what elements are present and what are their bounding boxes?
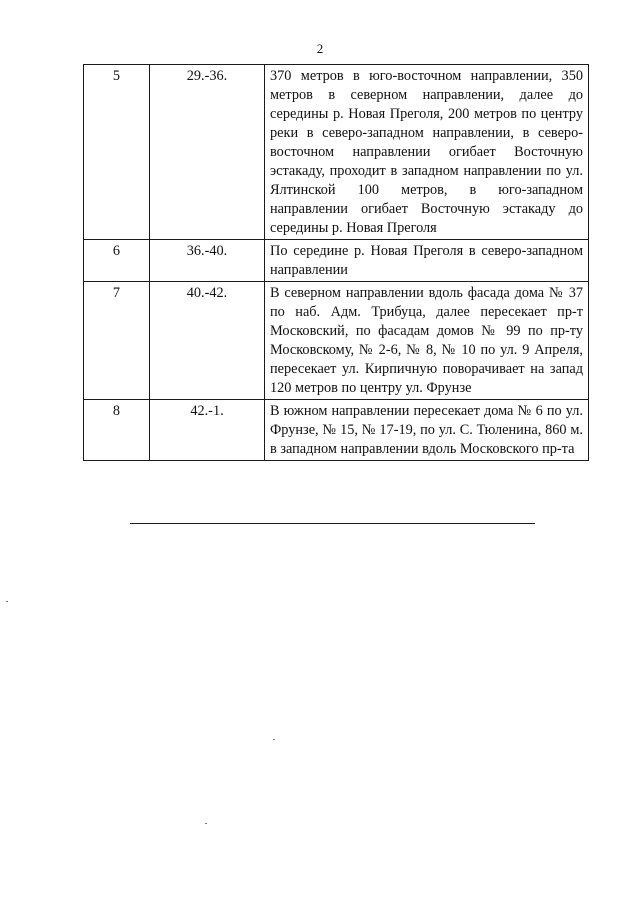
scan-speck — [273, 739, 275, 740]
row-points: 42.-1. — [150, 400, 265, 461]
scan-speck — [6, 601, 8, 602]
page-number: 2 — [316, 41, 324, 56]
table-row — [84, 400, 589, 461]
row-description: В северном направлении вдоль фасада дома № 37 по наб. Адм. Трибуца, далее пересекает пр-т Московский, по фасадам домов № 99 по пр-ту Московскому, № 2-6, № 8, № 10 по ул. 9 Апреля, пересекает ул. Кирпичную поворачивает на запад 120 метров по центру ул. Фрунзе — [265, 282, 589, 400]
row-description: 370 метров в юго-восточном направлении, 350 метров в северном направлении, далее до середины р. Новая Преголя, 200 метров по центру реки в северо-западном направлении, в северо-восточном направлении огибает Восточную эстакаду, проходит в западном направлении по ул. Ялтинской 100 метров, в юго-западном направлении огибает Восточную эстакаду до середины р. Новая Преголя — [265, 65, 589, 240]
row-points: 29.-36. — [150, 65, 265, 240]
table-row — [84, 240, 589, 282]
row-points: 40.-42. — [150, 282, 265, 400]
separator-line — [130, 523, 535, 524]
row-number: 5 — [84, 65, 150, 240]
row-points: 36.-40. — [150, 240, 265, 282]
row-number: 6 — [84, 240, 150, 282]
scan-speck — [205, 823, 207, 824]
row-number: 7 — [84, 282, 150, 400]
boundary-table — [83, 64, 589, 461]
row-description: В южном направлении пересекает дома № 6 по ул. Фрунзе, № 15, № 17-19, по ул. С. Тюленина, 860 м. в западном направлении вдоль Московского пр-та — [265, 400, 589, 461]
row-number: 8 — [84, 400, 150, 461]
table-row — [84, 65, 589, 240]
table-row — [84, 282, 589, 400]
row-description: По середине р. Новая Преголя в северо-западном направлении — [265, 240, 589, 282]
